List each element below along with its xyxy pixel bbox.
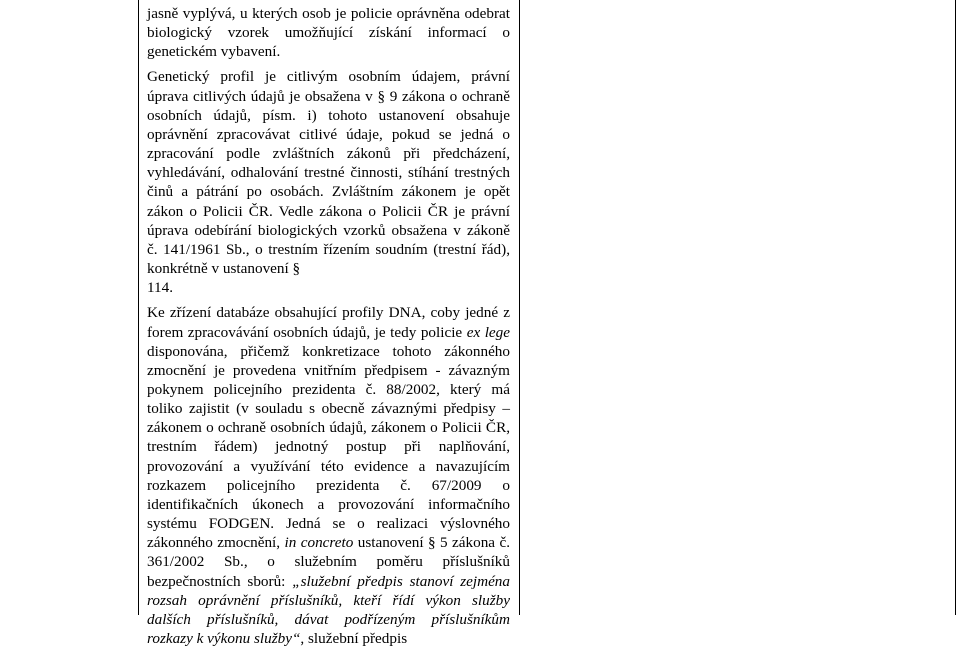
para2-in-concreto: in concreto [284, 534, 354, 552]
paragraph-genetic-profile [147, 67, 510, 297]
paragraph-genetic-profile-body: Genetický profil je citlivým osobním údajem, právní úprava citlivých údajů je obsažena v § 9 zákona o ochraně osobních údajů, písm. i) tohoto ustanovení obsahuje oprávnění zpracovávat citlivé údaje, pokud se jedná o zpracování podle zvláštních zákonů při předcházení, vyhledávání, odhalování trestné činnosti, stíhání trestných činů a pátrání po osobách. Zvláštním zákonem je opět zákon o Policii ČR. Vedle zákona o Policii ČR je právní úprava odebírání biologických vzorků obsažena v zákoně č. 141/1961 Sb., o trestním řízením soudním (trestní řád), konkrétně v ustanovení § [147, 68, 510, 278]
para2-ex-lege: ex lege [466, 323, 511, 341]
paragraph-intro: jasně vyplývá, u kterých osob je policie oprávněna odebrat biologický vzorek umožňující získání informací o genetickém vybavení. [147, 5, 510, 61]
paragraph-dna-database [147, 303, 510, 648]
para2-part-d: , služební předpis [300, 630, 408, 647]
paragraph-genetic-profile-tail: 114. [147, 279, 174, 297]
para2-part-a: Ke zřízení databáze obsahující profily DNA, coby jedné z forem zpracovávání osobních údajů, je tedy policie [147, 304, 510, 341]
table-border-middle [519, 0, 520, 615]
left-column-text [147, 4, 510, 648]
table-border-right [955, 0, 956, 615]
para2-part-c: ustanovení § 5 zákona č. 361/2002 Sb., o služebním poměru příslušníků bezpečnostních sborů: [147, 534, 511, 590]
table-border-left [138, 0, 139, 615]
para2-quote: „služební předpis stanoví zejména rozsah oprávnění příslušníků, kteří řídí výkon služby dalších příslušníků, dávat podřízeným příslušníkům rozkazy k výkonu služby“ [147, 572, 510, 647]
document-table [138, 0, 956, 647]
para2-part-b: disponována, přičemž konkretizace tohoto zákonného zmocnění je provedena vnitřním předpisem - závazným pokynem policejního prezidenta č. 88/2002, který má toliko zajistit (v souladu s obecně závaznými předpisy – zákonem o ochraně osobních údajů, zákonem o Policii ČR, trestním řádem) jednotný postup při naplňování, provozování a využívání této evidence a navazujícím rozkazem policejního prezidenta č. 67/2009 o identifikačních úkonech a provozování informačního systému FODGEN. Jedná se o realizaci výslovného zákonného zmocnění, [147, 342, 510, 552]
